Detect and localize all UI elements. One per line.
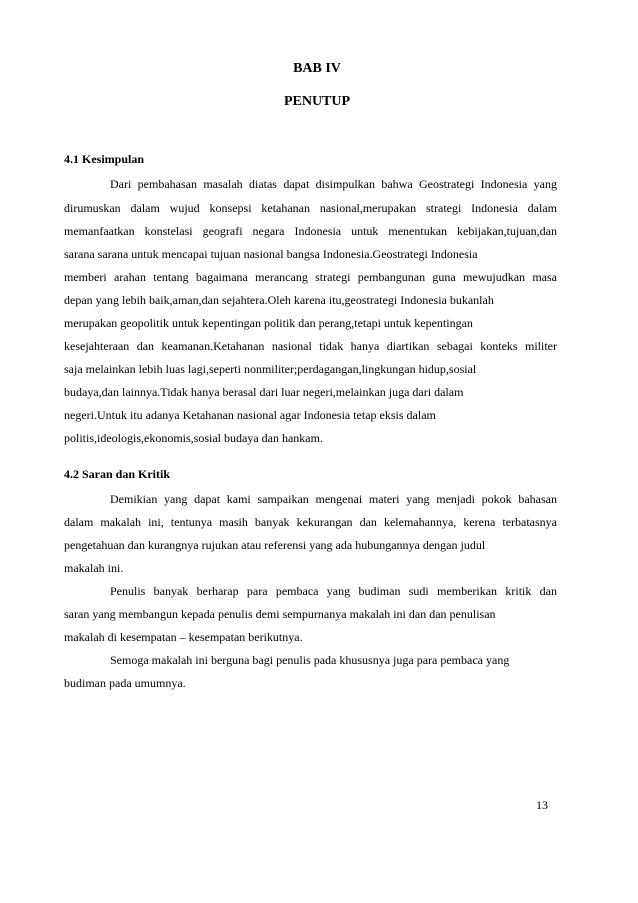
paragraph-line: dirumuskan dalam wujud konsepsi ketahanan nasional,merupakan strategi Indonesia dalam	[64, 201, 557, 215]
paragraph-line: kesejahteraan dan keamanan.Ketahanan nasional tidak hanya diartikan sebagai konteks militer	[64, 339, 557, 353]
paragraph-line: saja melainkan lebih luas lagi,seperti nonmiliter;perdagangan,lingkungan hidup,sosial	[64, 362, 477, 376]
paragraph-line: Demikian yang dapat kami sampaikan mengenai materi yang menjadi pokok bahasan	[110, 492, 557, 506]
paragraph-line: saran yang membangun kepada penulis demi sempurnanya makalah ini dan dan penulisan	[64, 607, 496, 621]
section-heading-saran-dan-kritik: 4.2 Saran dan Kritik	[64, 467, 171, 481]
paragraph-line: sarana sarana untuk mencapai tujuan nasional bangsa Indonesia.Geostrategi Indonesia	[64, 247, 478, 261]
paragraph-line: pengetahuan dan kurangnya rujukan atau referensi yang ada hubungannya dengan judul	[64, 538, 486, 552]
paragraph-line: Semoga makalah ini berguna bagi penulis pada khususnya juga para pembaca yang	[110, 653, 510, 667]
page-number: 13	[536, 798, 548, 812]
paragraph-line: dalam makalah ini, tentunya masih banyak kekurangan dan kelemahannya, kerena terbatasnya	[64, 515, 557, 529]
paragraph-line: depan yang lebih baik,aman,dan sejahtera.Oleh karena itu,geostrategi Indonesia bukanlah	[64, 293, 494, 307]
paragraph-line: makalah di kesempatan – kesempatan berikutnya.	[64, 630, 303, 644]
paragraph-line: politis,ideologis,ekonomis,sosial budaya dan hankam.	[64, 431, 323, 445]
paragraph-line: budiman pada umumnya.	[64, 676, 186, 690]
paragraph-line: memanfaatkan konstelasi geografi negara Indonesia untuk menentukan kebijakan,tujuan,dan	[64, 224, 557, 238]
paragraph-line: Penulis banyak berharap para pembaca yang budiman sudi memberikan kritik dan	[110, 584, 557, 598]
chapter-number: BAB IV	[293, 61, 341, 76]
section-heading-kesimpulan: 4.1 Kesimpulan	[64, 152, 145, 166]
paragraph-line: negeri.Untuk itu adanya Ketahanan nasional agar Indonesia tetap eksis dalam	[64, 408, 436, 422]
paragraph-line: memberi arahan tentang bagaimana merancang strategi pembangunan guna mewujudkan masa	[64, 270, 557, 284]
paragraph-line: merupakan geopolitik untuk kepentingan politik dan perang,tetapi untuk kepentingan	[64, 316, 473, 330]
paragraph-line: Dari pembahasan masalah diatas dapat disimpulkan bahwa Geostrategi Indonesia yang	[110, 177, 557, 191]
paragraph-line: budaya,dan lainnya.Tidak hanya berasal dari luar negeri,melainkan juga dari dalam	[64, 385, 464, 399]
chapter-title: PENUTUP	[283, 94, 351, 109]
paragraph-line: makalah ini.	[64, 561, 124, 575]
